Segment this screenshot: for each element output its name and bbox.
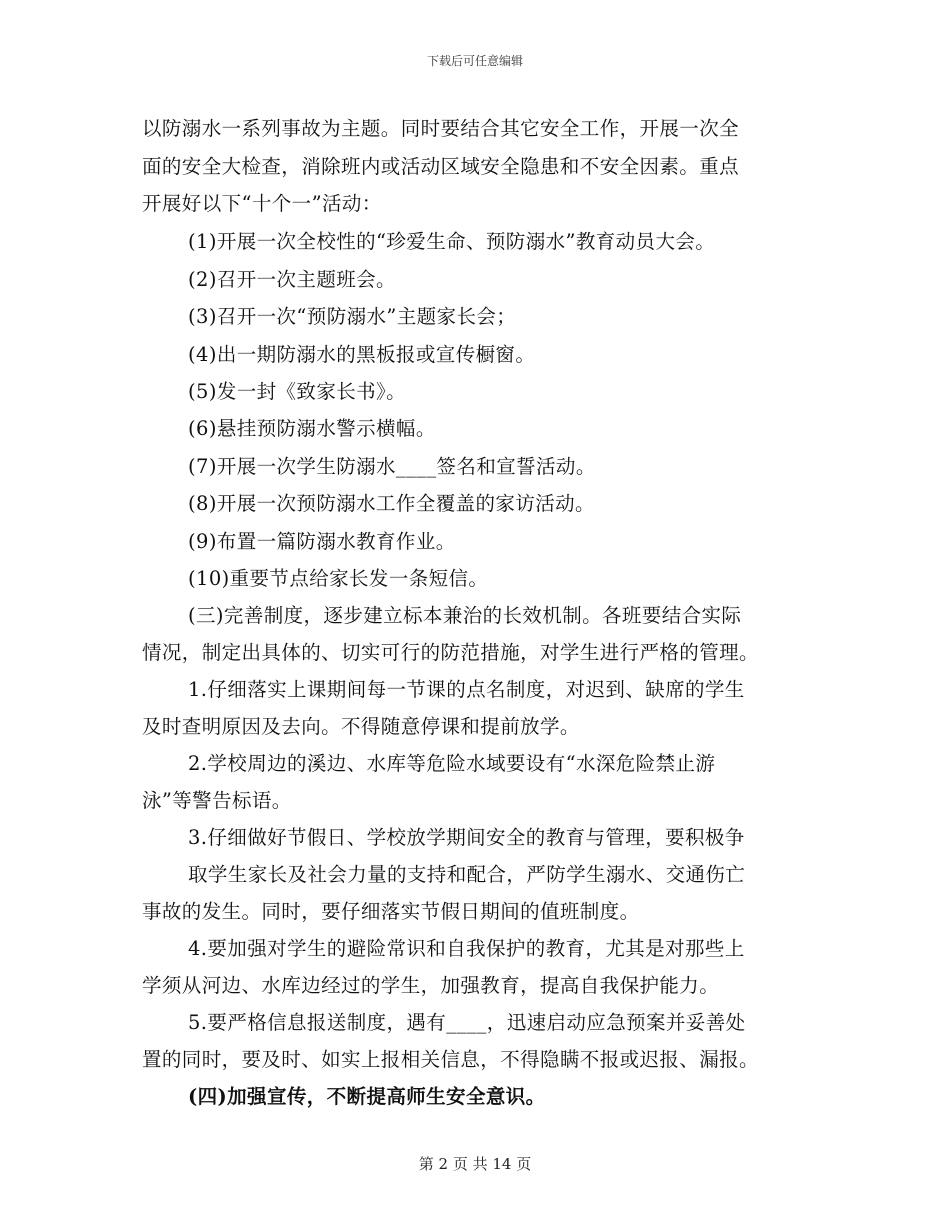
- text-line: 取学生家长及社会力量的支持和配合，严防学生溺水、交通伤亡: [188, 863, 746, 886]
- text-line: 事故的发生。同时，要仔细落实节假日期间的值班制度。: [142, 900, 640, 923]
- text-line: 4.要加强对学生的避险常识和自我保护的教育，尤其是对那些上: [188, 937, 745, 960]
- page-header: 下载后可任意编辑: [426, 54, 523, 68]
- page-footer: 第 2 页 共 14 页: [418, 1155, 532, 1173]
- text-line: (4)出一期防溺水的黑板报或宣传橱窗。: [188, 343, 536, 366]
- text-line: 以防溺水一系列事故为主题。同时要结合其它安全工作，开展一次全: [142, 117, 740, 140]
- text-line: (10)重要节点给家长发一条短信。: [188, 567, 489, 590]
- text-line: (2)召开一次主题班会。: [188, 268, 396, 291]
- text-line: (8)开展一次预防溺水工作全覆盖的家访活动。: [188, 492, 595, 515]
- text-line: (3)召开一次“预防溺水”主题家长会；: [188, 305, 517, 328]
- text-line: 学须从河边、水库边经过的学生，加强教育，提高自我保护能力。: [142, 974, 720, 997]
- text-line: 置的同时，要及时、如实上报相关信息，不得隐瞒不报或迟报、漏报。: [142, 1048, 759, 1071]
- text-line: (9)布置一篇防溺水教育作业。: [188, 530, 456, 553]
- text-line: 1.仔细落实上课期间每一节课的点名制度，对迟到、缺席的学生: [188, 678, 745, 701]
- text-line: (6)悬挂预防溺水警示横幅。: [188, 417, 436, 440]
- text-line: (三)完善制度，逐步建立标本兼治的长效机制。各班要结合实际: [188, 604, 742, 627]
- text-line: (7)开展一次学生防溺水____签名和宣誓活动。: [188, 455, 596, 478]
- text-line: 开展好以下“十个一”活动：: [142, 192, 382, 215]
- text-line: 情况，制定出具体的、切实可行的防范措施，对学生进行严格的管理。: [142, 641, 759, 664]
- text-line: (5)发一封《致家长书》。: [188, 380, 407, 403]
- text-line: (1)开展一次全校性的“珍爱生命、预防溺水”教育动员大会。: [188, 230, 716, 253]
- text-line: 3.仔细做好节假日、学校放学期间安全的教育与管理，要积极争: [188, 826, 745, 849]
- text-line: 泳”等警告标语。: [142, 789, 292, 812]
- text-line: 5.要严格信息报送制度，遇有____，迅速启动应急预案并妥善处: [188, 1011, 746, 1034]
- text-line: 及时查明原因及去向。不得随意停课和提前放学。: [142, 715, 580, 738]
- text-line: 面的安全大检查，消除班内或活动区域安全隐患和不安全因素。重点: [142, 155, 740, 178]
- text-line: 2.学校周边的溪边、水库等危险水域要设有“水深危险禁止游: [188, 752, 716, 775]
- text-line: (四)加强宣传，不断提高师生安全意识。: [188, 1085, 546, 1108]
